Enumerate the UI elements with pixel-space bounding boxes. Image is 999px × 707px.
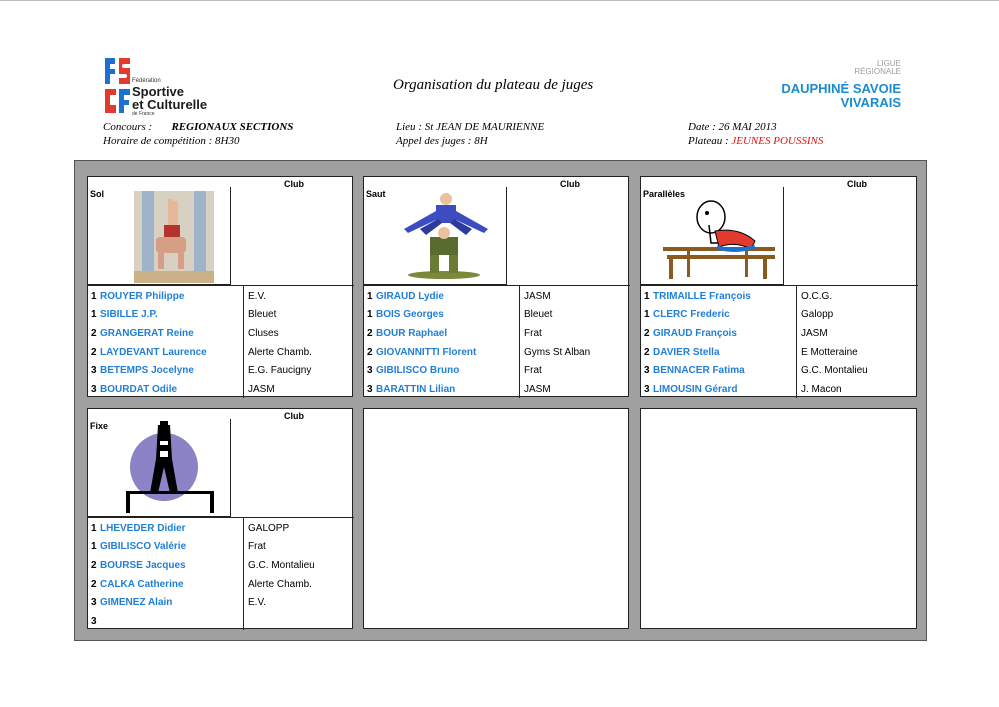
judge-rank: 1 (644, 309, 650, 320)
panel-fixe (87, 408, 353, 629)
judge-club: Alerte Chamb. (248, 579, 312, 590)
concours-line (103, 120, 293, 134)
judges-grid-frame (74, 160, 927, 641)
judge-club: Alerte Chamb. (248, 347, 312, 358)
judge-name: BOURSE Jacques (100, 560, 186, 571)
judge-name: GIOVANNITTI Florent (376, 347, 477, 358)
divider (88, 517, 354, 518)
judge-name: ROUYER Philippe (100, 291, 185, 302)
concours-value: REGIONAUX SECTIONS (171, 121, 294, 133)
ligue-line-1: LIGUE (876, 59, 901, 68)
judge-club: G.C. Montalieu (248, 560, 315, 571)
judge-rank: 2 (91, 347, 97, 358)
panel-paralleles (640, 176, 917, 397)
judge-rank: 3 (644, 365, 650, 376)
logo-line-2: Sportive (132, 84, 185, 99)
info-right (688, 120, 823, 148)
judge-club: Gyms St Alban (524, 347, 591, 358)
apparatus-name: Fixe (90, 421, 109, 431)
judge-club: J. Macon (801, 384, 842, 395)
panel-empty-2 (640, 408, 917, 629)
panel-sol (87, 176, 353, 397)
judge-name: GIBILISCO Bruno (376, 365, 460, 376)
logo-line-4: de France (132, 111, 155, 117)
info-left (103, 120, 293, 148)
judge-club: E Motteraine (801, 347, 858, 358)
judge-rank: 2 (91, 579, 97, 590)
judge-name: BARATTIN Lilian (376, 384, 456, 395)
club-header: Club (560, 179, 580, 189)
judge-rank: 1 (91, 291, 97, 302)
logo-text (132, 78, 207, 117)
judge-name: BOIS Georges (376, 309, 444, 320)
apparatus-name: Saut (366, 189, 386, 199)
judge-club: JASM (524, 291, 551, 302)
judge-club: JASM (801, 328, 828, 339)
ligue-logo (781, 60, 901, 109)
apparatus-picture (641, 187, 784, 285)
lieu-line: Lieu : St JEAN DE MAURIENNE (396, 121, 545, 133)
floor-gymnast-icon (134, 191, 214, 283)
judge-rank: 3 (91, 597, 97, 608)
judge-rank: 3 (367, 365, 373, 376)
judge-rank: 1 (367, 309, 373, 320)
judge-club: Bleuet (248, 309, 277, 320)
judge-name: GRANGERAT Reine (100, 328, 194, 339)
divider (364, 285, 630, 286)
ligue-line-2: RÉGIONALE (854, 67, 901, 76)
judge-name: LHEVEDER Didier (100, 523, 186, 534)
divider (641, 285, 918, 286)
document-title: Organisation du plateau de juges (393, 77, 594, 93)
info-middle (396, 120, 544, 148)
panel-empty-1 (363, 408, 629, 629)
apparatus-picture (364, 187, 507, 285)
club-header: Club (847, 179, 867, 189)
judge-club: JASM (248, 384, 275, 395)
judge-name: DAVIER Stella (653, 347, 720, 358)
judge-club: Frat (524, 328, 542, 339)
judge-name: CLERC Frederic (653, 309, 730, 320)
apparatus-name: Sol (90, 189, 105, 199)
judge-club: E.G. Faucigny (248, 365, 312, 376)
apparatus-picture (88, 419, 231, 517)
judge-name: CALKA Catherine (100, 579, 184, 590)
judge-rank: 1 (367, 291, 373, 302)
ligue-line-3: DAUPHINÉ SAVOIE (781, 81, 901, 96)
plateau-label: Plateau : (688, 135, 732, 147)
judge-rank: 2 (367, 328, 373, 339)
judge-rank: 2 (644, 328, 650, 339)
judge-club: Frat (524, 365, 542, 376)
judge-name: LIMOUSIN Gérard (653, 384, 738, 395)
club-header: Club (284, 411, 304, 421)
judge-rank: 2 (367, 347, 373, 358)
panel-saut (363, 176, 629, 397)
top-border-line (0, 0, 999, 1)
judge-club: E.V. (248, 597, 266, 608)
horaire-line: Horaire de compétition : 8H30 (103, 135, 240, 147)
judge-club: Cluses (248, 328, 279, 339)
judge-name: BOURDAT Odile (100, 384, 178, 395)
judge-name: SIBILLE J.P. (100, 309, 158, 320)
judge-rank: 3 (644, 384, 650, 395)
judge-club: O.C.G. (801, 291, 833, 302)
judge-club: Frat (248, 541, 266, 552)
judge-club: E.V. (248, 291, 266, 302)
judge-name: TRIMAILLE François (653, 291, 751, 302)
judge-rank: 3 (91, 616, 97, 627)
logo-line-3: et Culturelle (132, 97, 208, 112)
logo-line-1: Fédération (132, 78, 161, 84)
plateau-line (688, 134, 823, 148)
judge-rank: 3 (367, 384, 373, 395)
apparatus-name: Parallèles (643, 189, 686, 199)
judge-name: GIMENEZ Alain (100, 597, 173, 608)
apparatus-picture (88, 187, 231, 285)
judge-rank: 3 (91, 365, 97, 376)
divider (88, 285, 354, 286)
judge-club: GALOPP (248, 523, 290, 534)
parallel-bars-icon (659, 197, 779, 281)
judge-rank: 2 (91, 560, 97, 571)
judge-name: GIRAUD Lydie (376, 291, 444, 302)
ligue-line-4: VIVARAIS (840, 95, 901, 110)
judge-name: LAYDEVANT Laurence (100, 347, 207, 358)
high-bar-icon (116, 419, 228, 515)
date-line: Date : 26 MAI 2013 (688, 121, 777, 133)
concours-label: Concours : (103, 121, 153, 133)
leapfrog-icon (396, 189, 492, 281)
judge-rank: 1 (91, 541, 97, 552)
judge-rank: 3 (91, 384, 97, 395)
judge-name: GIRAUD François (653, 328, 737, 339)
plateau-value: JEUNES POUSSINS (731, 135, 824, 147)
judge-club: Galopp (801, 309, 834, 320)
judge-name: BETEMPS Jocelyne (100, 365, 194, 376)
judge-rank: 1 (644, 291, 650, 302)
judge-club: JASM (524, 384, 551, 395)
appel-line: Appel des juges : 8H (396, 135, 488, 147)
judge-rank: 2 (644, 347, 650, 358)
judge-name: BENNACER Fatima (653, 365, 745, 376)
judge-club: Bleuet (524, 309, 553, 320)
club-header: Club (284, 179, 304, 189)
judge-name: GIBILISCO Valérie (100, 541, 187, 552)
judge-rank: 1 (91, 523, 97, 534)
judge-club: G.C. Montalieu (801, 365, 868, 376)
judge-rank: 2 (91, 328, 97, 339)
judge-rank: 1 (91, 309, 97, 320)
judge-name: BOUR Raphael (376, 328, 448, 339)
